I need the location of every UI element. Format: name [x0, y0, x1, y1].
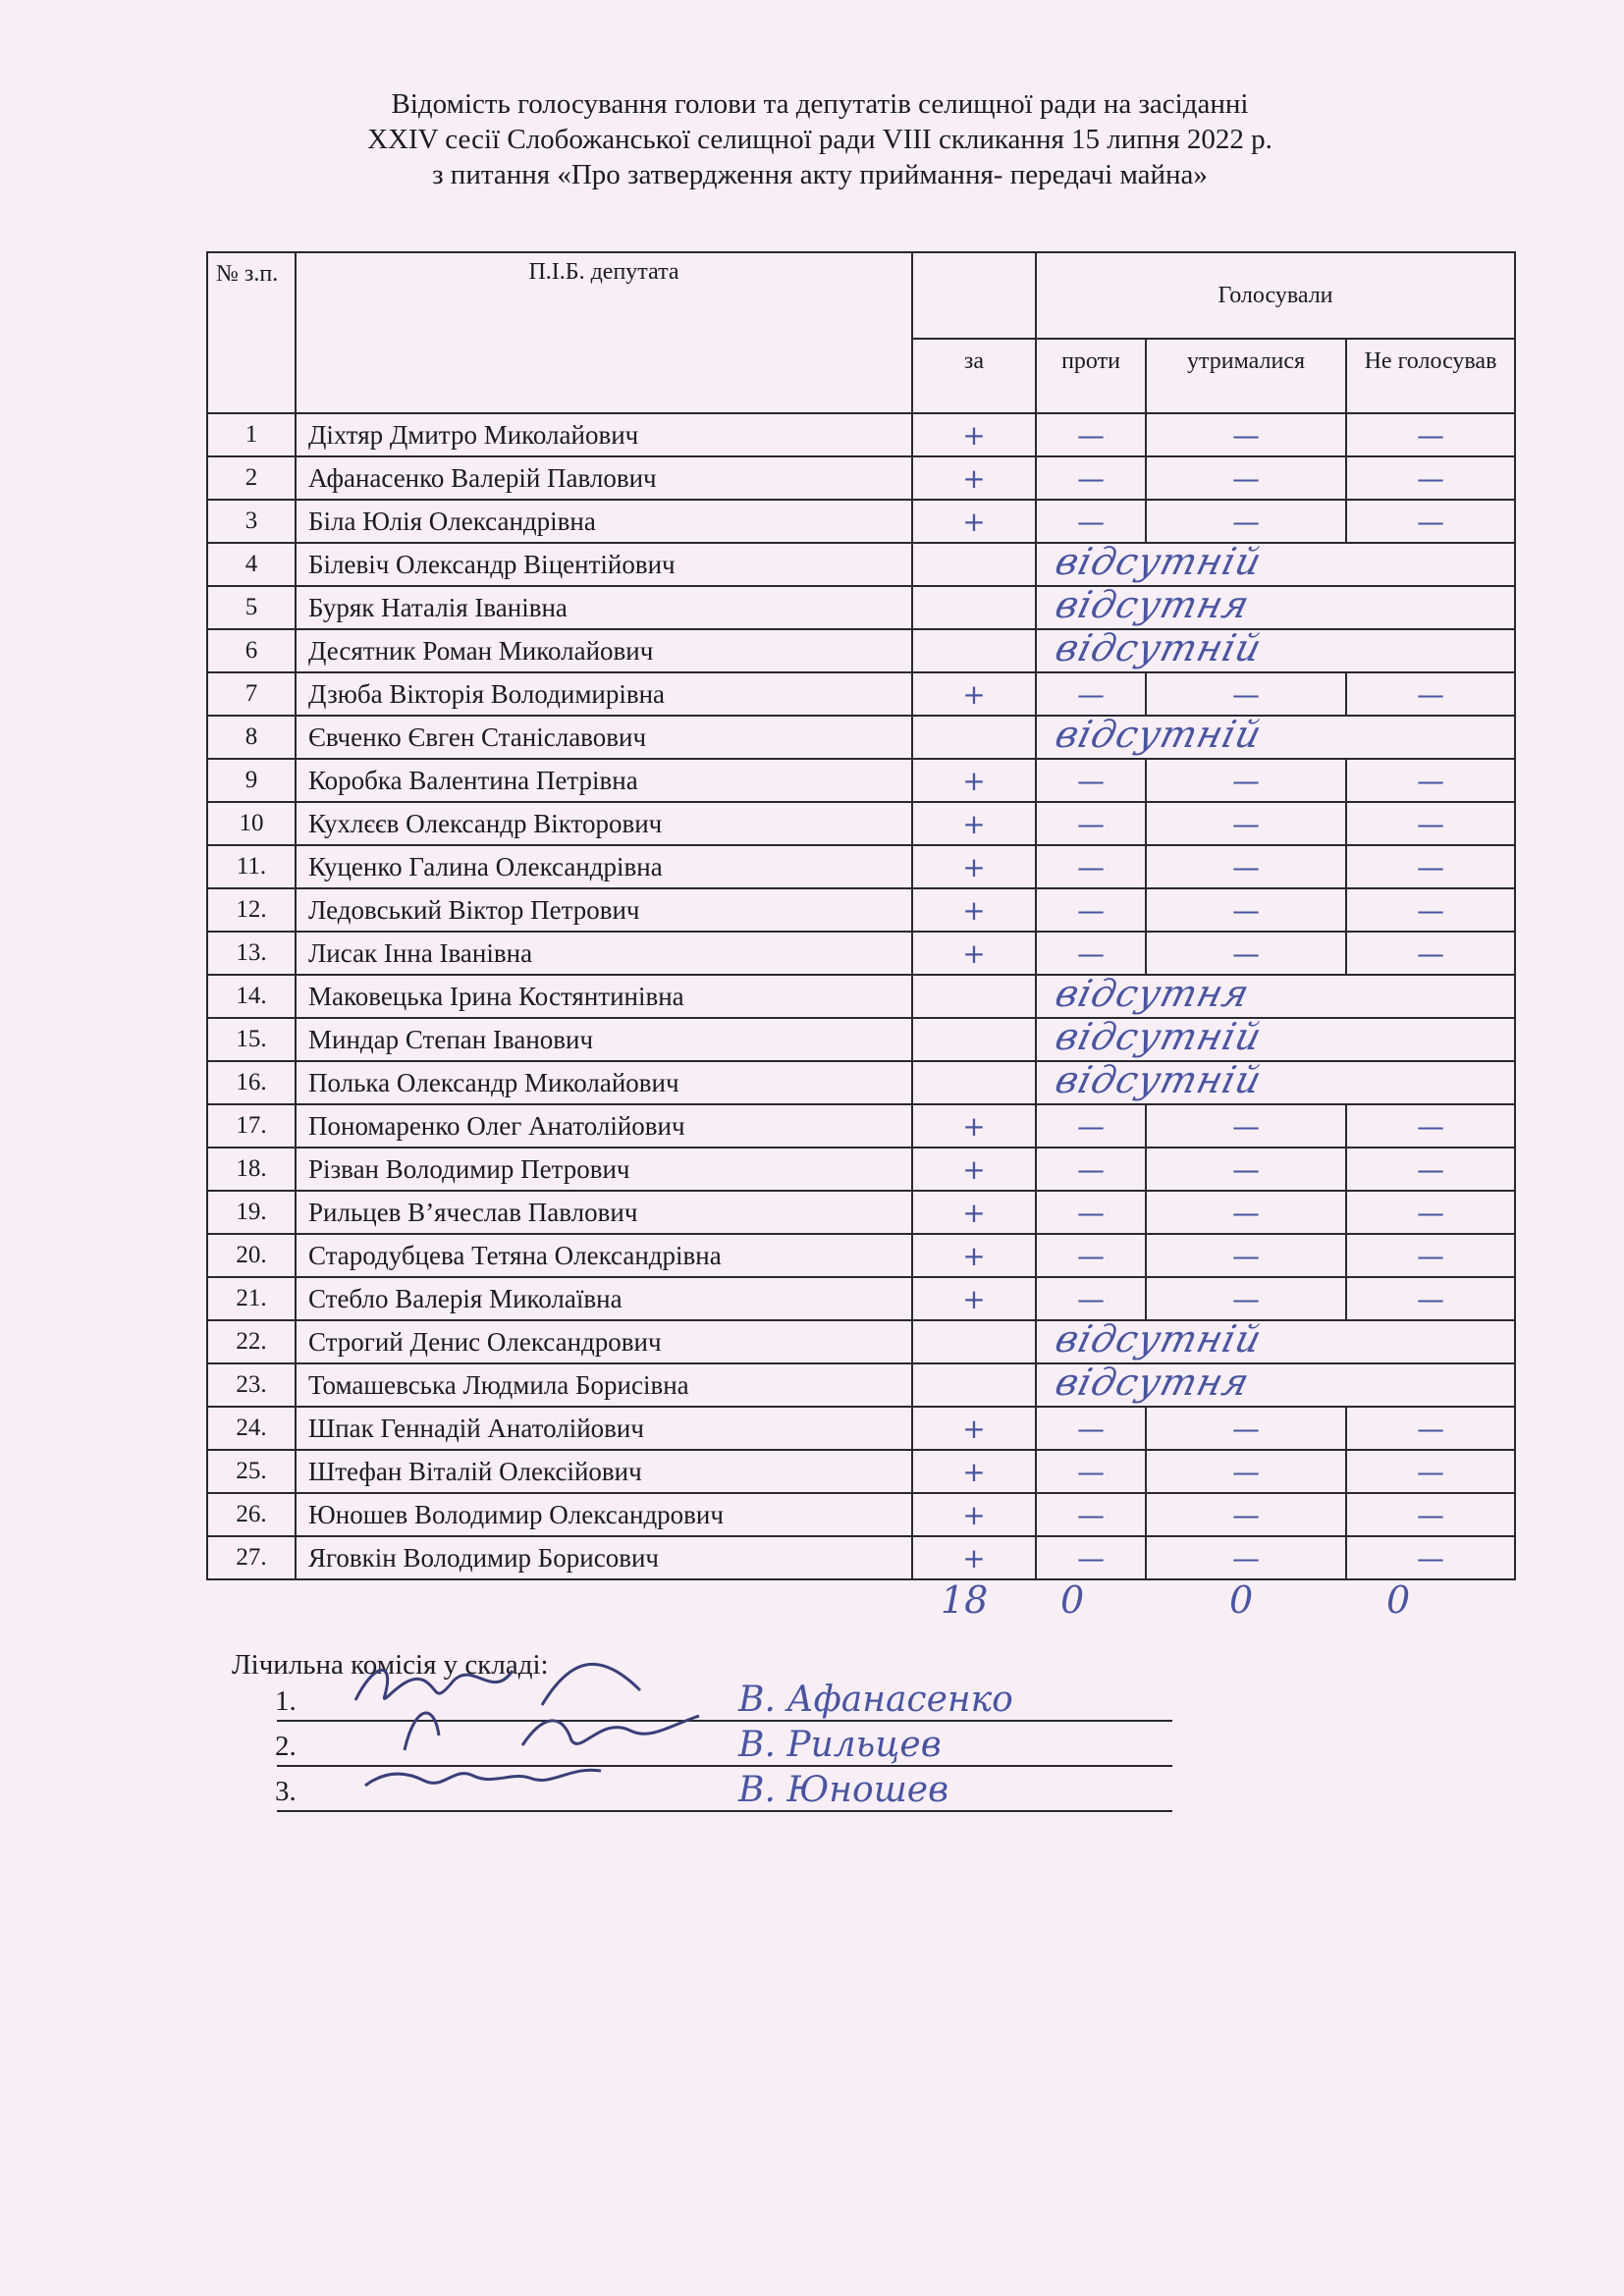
deputy-name: Десятник Роман Миколайович	[296, 629, 912, 672]
vote-not-voted-mark: —	[1346, 1104, 1515, 1148]
vote-not-voted-mark: —	[1346, 1450, 1515, 1493]
row-number: 3	[207, 500, 296, 543]
table-row	[207, 1104, 1515, 1148]
header-for: за	[912, 339, 1036, 413]
vote-not-voted-mark: —	[1346, 1277, 1515, 1320]
row-number: 11.	[207, 845, 296, 888]
vote-abstained-mark: —	[1146, 1450, 1346, 1493]
deputy-name: Різван Володимир Петрович	[296, 1148, 912, 1191]
vote-for-mark: +	[912, 1407, 1036, 1450]
member-name-3: В. Юношев	[738, 1770, 949, 1810]
table-row	[207, 802, 1515, 845]
table-row	[207, 1191, 1515, 1234]
row-number: 22.	[207, 1320, 296, 1363]
row-number: 12.	[207, 888, 296, 932]
vote-for-mark: +	[912, 413, 1036, 456]
vote-abstained-mark: —	[1146, 1191, 1346, 1234]
vote-for-cell	[912, 1363, 1036, 1407]
vote-abstained-mark: —	[1146, 1234, 1346, 1277]
absent-cell	[1036, 713, 1515, 759]
vote-for-mark: +	[912, 456, 1036, 500]
row-number: 24.	[207, 1407, 296, 1450]
absent-note: відсутній	[1051, 1317, 1267, 1361]
row-number: 23.	[207, 1363, 296, 1407]
absent-cell	[1036, 583, 1515, 629]
table-row	[207, 845, 1515, 888]
table-row	[207, 672, 1515, 716]
deputy-name: Миндар Степан Іванович	[296, 1018, 912, 1061]
row-number: 14.	[207, 975, 296, 1018]
vote-totals	[0, 1578, 1624, 1628]
total-abstained: 0	[1229, 1578, 1254, 1622]
vote-for-mark: +	[912, 1104, 1036, 1148]
row-number: 21.	[207, 1277, 296, 1320]
vote-abstained-mark: —	[1146, 500, 1346, 543]
signature-mark-3	[346, 1741, 758, 1810]
vote-for-mark: +	[912, 759, 1036, 802]
member-number: 1.	[275, 1685, 297, 1717]
vote-for-cell	[912, 1018, 1036, 1061]
vote-abstained-mark: —	[1146, 932, 1346, 975]
absent-cell	[1036, 540, 1515, 586]
vote-abstained-mark: —	[1146, 802, 1346, 845]
voting-rows	[207, 413, 1515, 1579]
deputy-name: Штефан Віталій Олексійович	[296, 1450, 912, 1493]
header-number: № з.п.	[207, 252, 296, 413]
total-against: 0	[1060, 1578, 1085, 1622]
vote-against-mark: —	[1036, 1277, 1146, 1320]
vote-against-mark: —	[1036, 413, 1146, 456]
deputy-name: Яговкін Володимир Борисович	[296, 1536, 912, 1579]
vote-for-mark: +	[912, 932, 1036, 975]
deputy-name: Дзюба Вікторія Володимирівна	[296, 672, 912, 716]
counting-commission-label: Лічильна комісія у складі:	[232, 1649, 549, 1681]
table-row	[207, 500, 1515, 543]
table-row	[207, 629, 1515, 672]
vote-not-voted-mark: —	[1346, 1536, 1515, 1579]
vote-for-mark: +	[912, 500, 1036, 543]
deputy-name: Стародубцева Тетяна Олександрівна	[296, 1234, 912, 1277]
vote-not-voted-mark: —	[1346, 845, 1515, 888]
table-row	[207, 1234, 1515, 1277]
vote-not-voted-mark: —	[1346, 413, 1515, 456]
vote-for-mark: +	[912, 1234, 1036, 1277]
deputy-name: Буряк Наталія Іванівна	[296, 586, 912, 629]
deputy-name: Білевіч Олександр Віцентійович	[296, 543, 912, 586]
row-number: 16.	[207, 1061, 296, 1104]
deputy-name: Куценко Галина Олександрівна	[296, 845, 912, 888]
voting-table	[206, 251, 1516, 1580]
vote-abstained-mark: —	[1146, 1148, 1346, 1191]
vote-for-cell	[912, 1061, 1036, 1104]
absent-note: відсутній	[1051, 1058, 1267, 1101]
deputy-name: Коробка Валентина Петрівна	[296, 759, 912, 802]
table-row	[207, 1061, 1515, 1104]
row-number: 10	[207, 802, 296, 845]
row-number: 13.	[207, 932, 296, 975]
table-row	[207, 1320, 1515, 1363]
deputy-name: Ледовський Віктор Петрович	[296, 888, 912, 932]
row-number: 4	[207, 543, 296, 586]
deputy-name: Строгий Денис Олександрович	[296, 1320, 912, 1363]
absent-note: відсутній	[1051, 1015, 1267, 1058]
vote-against-mark: —	[1036, 1191, 1146, 1234]
vote-for-cell	[912, 629, 1036, 672]
deputy-name: Томашевська Людмила Борисівна	[296, 1363, 912, 1407]
vote-against-mark: —	[1036, 456, 1146, 500]
vote-abstained-mark: —	[1146, 413, 1346, 456]
vote-against-mark: —	[1036, 888, 1146, 932]
vote-abstained-mark: —	[1146, 456, 1346, 500]
member-number: 3.	[275, 1776, 297, 1807]
row-number: 6	[207, 629, 296, 672]
vote-not-voted-mark: —	[1346, 759, 1515, 802]
row-number: 19.	[207, 1191, 296, 1234]
row-number: 18.	[207, 1148, 296, 1191]
table-row	[207, 759, 1515, 802]
vote-abstained-mark: —	[1146, 1277, 1346, 1320]
deputy-name: Лисак Інна Іванівна	[296, 932, 912, 975]
vote-not-voted-mark: —	[1346, 500, 1515, 543]
vote-for-cell	[912, 975, 1036, 1018]
deputy-name: Полька Олександр Миколайович	[296, 1061, 912, 1104]
row-number: 1	[207, 413, 296, 456]
vote-against-mark: —	[1036, 932, 1146, 975]
vote-not-voted-mark: —	[1346, 456, 1515, 500]
vote-for-mark: +	[912, 888, 1036, 932]
vote-against-mark: —	[1036, 1104, 1146, 1148]
vote-against-mark: —	[1036, 1234, 1146, 1277]
deputy-name: Стебло Валерія Миколаївна	[296, 1277, 912, 1320]
vote-abstained-mark: —	[1146, 672, 1346, 716]
vote-abstained-mark: —	[1146, 1104, 1346, 1148]
title-line-1: Відомість голосування голови та депутатів селищної ради на засіданні	[391, 88, 1249, 120]
total-for: 18	[941, 1578, 989, 1622]
table-row	[207, 1018, 1515, 1061]
vote-not-voted-mark: —	[1346, 1191, 1515, 1234]
deputy-name: Діхтяр Дмитро Миколайович	[296, 413, 912, 456]
row-number: 9	[207, 759, 296, 802]
commission-member-3	[277, 1767, 1172, 1812]
table-row	[207, 1536, 1515, 1579]
table-row	[207, 888, 1515, 932]
table-row	[207, 1277, 1515, 1320]
vote-against-mark: —	[1036, 672, 1146, 716]
row-number: 17.	[207, 1104, 296, 1148]
table-row	[207, 1493, 1515, 1536]
vote-for-mark: +	[912, 1536, 1036, 1579]
vote-for-cell	[912, 543, 1036, 586]
table-row	[207, 413, 1515, 456]
row-number: 15.	[207, 1018, 296, 1061]
vote-not-voted-mark: —	[1346, 1407, 1515, 1450]
title-line-2: XXIV сесії Слобожанської селищної ради VIII скликання 15 липня 2022 р.	[367, 124, 1272, 155]
vote-for-mark: +	[912, 1450, 1036, 1493]
row-number: 5	[207, 586, 296, 629]
vote-for-mark: +	[912, 1277, 1036, 1320]
header-abstained: утрималися	[1146, 339, 1346, 413]
vote-against-mark: —	[1036, 1450, 1146, 1493]
total-not-voted: 0	[1386, 1578, 1411, 1622]
deputy-name: Кухлєєв Олександр Вікторович	[296, 802, 912, 845]
table-row	[207, 1363, 1515, 1407]
vote-abstained-mark: —	[1146, 888, 1346, 932]
deputy-name: Шпак Геннадій Анатолійович	[296, 1407, 912, 1450]
vote-against-mark: —	[1036, 500, 1146, 543]
row-number: 2	[207, 456, 296, 500]
header-against: проти	[1036, 339, 1146, 413]
header-name: П.І.Б. депутата	[296, 252, 912, 413]
row-number: 26.	[207, 1493, 296, 1536]
deputy-name: Рильцев В’ячеслав Павлович	[296, 1191, 912, 1234]
deputy-name: Пономаренко Олег Анатолійович	[296, 1104, 912, 1148]
vote-abstained-mark: —	[1146, 845, 1346, 888]
vote-abstained-mark: —	[1146, 1407, 1346, 1450]
vote-for-cell	[912, 586, 1036, 629]
header-not-voted: Не голосував	[1346, 339, 1515, 413]
member-name-2: В. Рильцев	[738, 1725, 942, 1765]
row-number: 7	[207, 672, 296, 716]
absent-note: відсутній	[1051, 540, 1267, 583]
absent-note: відсутня	[1051, 1361, 1255, 1404]
table-row	[207, 932, 1515, 975]
deputy-name: Афанасенко Валерій Павлович	[296, 456, 912, 500]
table-row	[207, 543, 1515, 586]
deputy-name: Маковецька Ірина Костянтинівна	[296, 975, 912, 1018]
document-title	[196, 86, 1443, 192]
vote-not-voted-mark: —	[1346, 802, 1515, 845]
table-row	[207, 586, 1515, 629]
header-voted: Голосували	[1036, 252, 1515, 339]
title-line-3: з питання «Про затвердження акту приймання- передачі майна»	[432, 159, 1208, 190]
table-row	[207, 456, 1515, 500]
vote-for-mark: +	[912, 1148, 1036, 1191]
vote-for-mark: +	[912, 1493, 1036, 1536]
absent-cell	[1036, 626, 1515, 672]
deputy-name: Євченко Євген Станіславович	[296, 716, 912, 759]
vote-not-voted-mark: —	[1346, 1148, 1515, 1191]
vote-against-mark: —	[1036, 1148, 1146, 1191]
absent-note: відсутній	[1051, 713, 1267, 756]
header-blank	[912, 252, 1036, 339]
absent-note: відсутній	[1051, 626, 1267, 669]
vote-against-mark: —	[1036, 1493, 1146, 1536]
vote-against-mark: —	[1036, 1407, 1146, 1450]
table-row	[207, 1148, 1515, 1191]
absent-cell	[1036, 1015, 1515, 1061]
absent-note: відсутня	[1051, 583, 1255, 626]
vote-not-voted-mark: —	[1346, 1493, 1515, 1536]
absent-cell	[1036, 1317, 1515, 1363]
vote-abstained-mark: —	[1146, 759, 1346, 802]
vote-for-mark: +	[912, 845, 1036, 888]
vote-not-voted-mark: —	[1346, 888, 1515, 932]
absent-cell	[1036, 1058, 1515, 1104]
vote-not-voted-mark: —	[1346, 932, 1515, 975]
vote-for-cell	[912, 716, 1036, 759]
absent-note: відсутня	[1051, 972, 1255, 1015]
vote-against-mark: —	[1036, 845, 1146, 888]
vote-for-mark: +	[912, 672, 1036, 716]
vote-against-mark: —	[1036, 759, 1146, 802]
member-number: 2.	[275, 1731, 297, 1762]
table-row	[207, 1450, 1515, 1493]
vote-not-voted-mark: —	[1346, 672, 1515, 716]
vote-against-mark: —	[1036, 802, 1146, 845]
row-number: 8	[207, 716, 296, 759]
table-row	[207, 1407, 1515, 1450]
table-row	[207, 975, 1515, 1018]
table-row	[207, 716, 1515, 759]
row-number: 20.	[207, 1234, 296, 1277]
deputy-name: Юношев Володимир Олександрович	[296, 1493, 912, 1536]
vote-abstained-mark: —	[1146, 1493, 1346, 1536]
vote-for-mark: +	[912, 1191, 1036, 1234]
absent-cell	[1036, 972, 1515, 1018]
vote-against-mark: —	[1036, 1536, 1146, 1579]
member-name-1: В. Афанасенко	[738, 1680, 1013, 1720]
vote-for-mark: +	[912, 802, 1036, 845]
deputy-name: Біла Юлія Олександрівна	[296, 500, 912, 543]
vote-abstained-mark: —	[1146, 1536, 1346, 1579]
row-number: 25.	[207, 1450, 296, 1493]
vote-for-cell	[912, 1320, 1036, 1363]
absent-cell	[1036, 1363, 1515, 1407]
row-number: 27.	[207, 1536, 296, 1579]
vote-not-voted-mark: —	[1346, 1234, 1515, 1277]
